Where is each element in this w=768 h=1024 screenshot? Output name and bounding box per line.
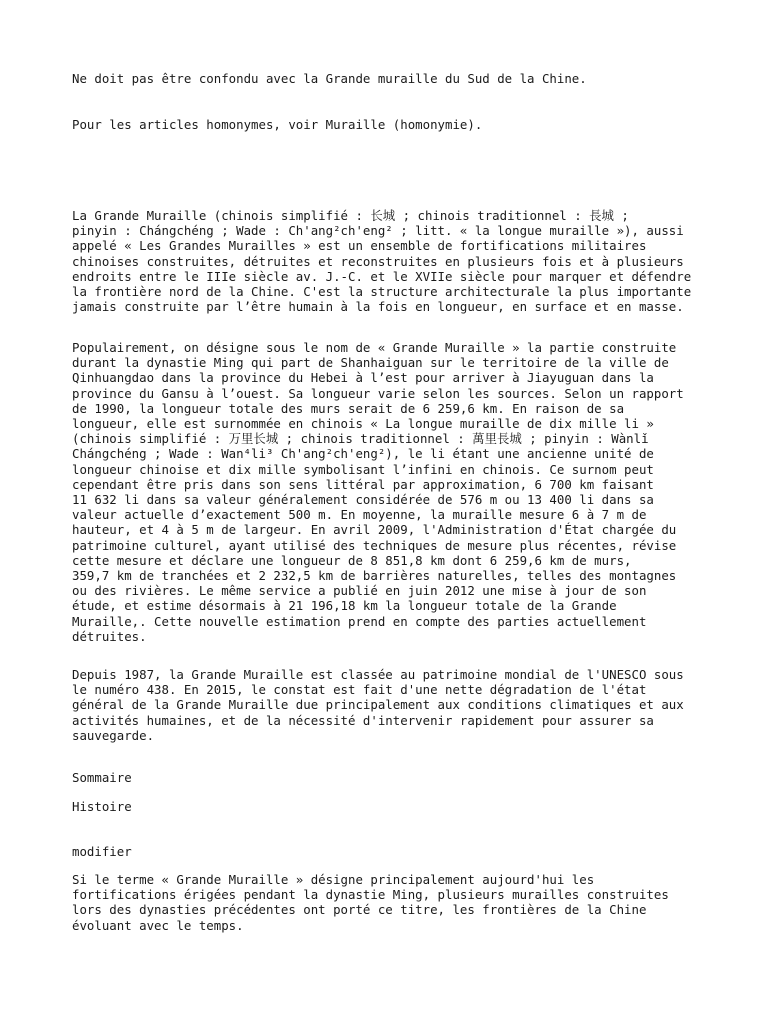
edit-link[interactable]: modifier (72, 844, 132, 859)
popular-paragraph: Populairement, on désigne sous le nom de « Grande Muraille » la partie construite durant la dynastie Ming qui part de Shanhaiguan sur le territoire de la ville de Qinhuangdao dans la province du Hebei à l’est pour arriver à Jiayuguan dans la province du Gansu à l’ouest. Sa longueur varie selon les sources. Selon un rapport de 1990, la longueur totale des murs serait de 6 259,6 km. En raison de sa longueur, elle est surnommée en chinois « La longue muraille de dix mille li » (chinois simplifié : 万里长城 ; chinois traditionnel : 萬里長城 ; pinyin : Wànlǐ Chángchéng ; Wade : Wan⁴li³ Ch'ang²ch'eng²), le li étant une ancienne unité de longueur chinoise et dix mille symbolisant l’infini en chinois. Ce surnom peut cependant être pris dans son sens littéral par approximation, 6 700 km faisant 11 632 li dans sa valeur généralement considérée de 576 m ou 13 400 li dans sa valeur actuelle d’exactement 500 m. En moyenne, la muraille mesure 6 à 7 m de hauteur, et 4 à 5 m de largeur. En avril 2009, l'Administration d'État chargée du patrimoine culturel, ayant utilisé des techniques de mesure plus récentes, révise cette mesure et déclare une longueur de 8 851,8 km dont 6 259,6 km de murs, 359,7 km de tranchées et 2 232,5 km de barrières naturelles, telles des montagnes ou des rivières. Le même service a publié en juin 2012 une mise à jour de son étude, et estime désormais à 21 196,18 km la longueur totale de la Grande Muraille,. Cette nouvelle estimation prend en compte des parties actuellement détruites. (72, 340, 684, 644)
hatnote-homonyms: Pour les articles homonymes, voir Muraille (homonymie). (72, 117, 483, 132)
intro-paragraph: La Grande Muraille (chinois simplifié : 长城 ; chinois traditionnel : 長城 ; pinyin : Chángchéng ; Wade : Ch'ang²ch'eng² ; litt. « la longue muraille »), aussi appelé « Les Grandes Murailles » est un ensemble de fortifications militaires chinoises construites, détruites et reconstruites en plusieurs fois et à plusieurs endroits entre le IIIe siècle av. J.-C. et le XVIIe siècle pour marquer et défendre la frontière nord de la Chine. C'est la structure architecturale la plus importante jamais construite par l’être humain à la fois en longueur, en surface et en masse. (72, 208, 692, 315)
histoire-heading: Histoire (72, 799, 132, 814)
hatnote-confusion: Ne doit pas être confondu avec la Grande muraille du Sud de la Chine. (72, 71, 587, 86)
sommaire-heading: Sommaire (72, 770, 132, 785)
history-paragraph: Si le terme « Grande Muraille » désigne principalement aujourd'hui les fortifications érigées pendant la dynastie Ming, plusieurs murailles construites lors des dynasties précédentes ont porté ce titre, les frontières de la Chine évoluant avec le temps. (72, 872, 669, 933)
unesco-paragraph: Depuis 1987, la Grande Muraille est classée au patrimoine mondial de l'UNESCO sous le numéro 438. En 2015, le constat est fait d'une nette dégradation de l'état général de la Grande Muraille due principalement aux conditions climatiques et aux activités humaines, et de la nécessité d'intervenir rapidement pour assurer sa sauvegarde. (72, 667, 684, 743)
